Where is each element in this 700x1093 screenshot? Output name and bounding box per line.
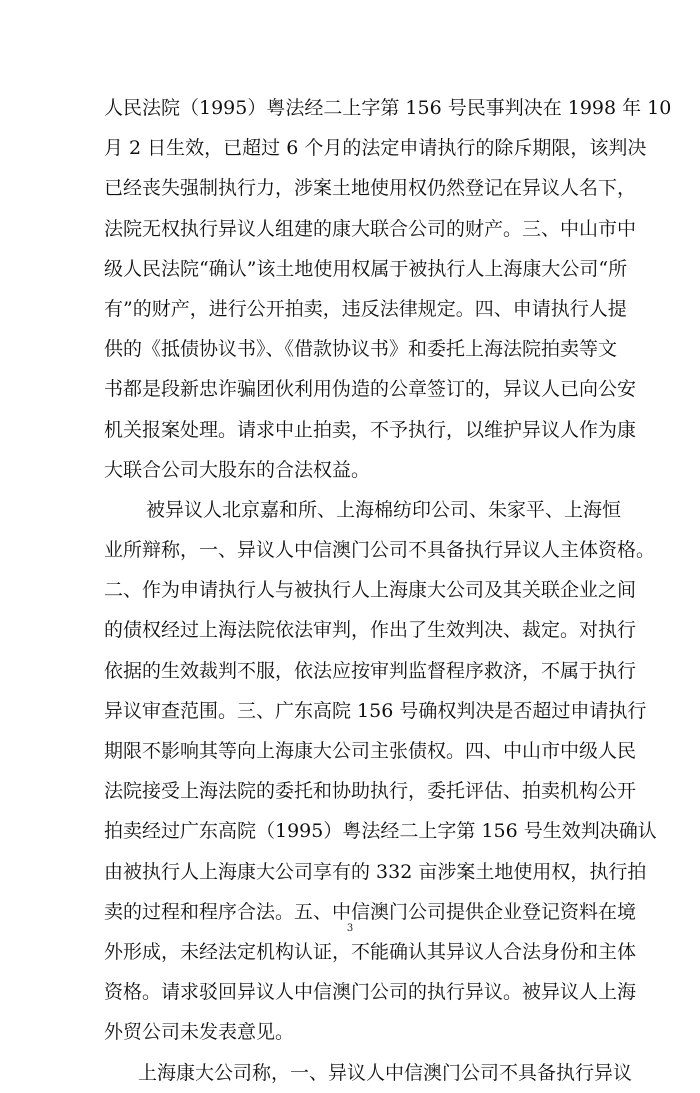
text-line: 卖的过程和程序合法。五、中信澳门公司提供企业登记资料在境 [104,900,637,923]
text-line: 人民法院（1995）粤法经二上字第 156 号民事判决在 1998 年 10 [104,97,672,119]
text-line: 供的《抵债协议书》、《借款协议书》和委托上海法院拍卖等文 [104,338,618,361]
text-line: 的债权经过上海法院依法审判，作出了生效判决、裁定。对执行 [104,619,637,642]
paragraph-first-line: 上海康大公司称，一、异议人中信澳门公司不具备执行异议 [138,1061,633,1084]
text-line: 有”的财产，进行公开拍卖，违反法律规定。四、申请执行人提 [104,297,627,320]
text-line: 大联合公司大股东的合法权益。 [104,458,371,481]
body-text [104,88,672,1093]
text-line: 法院接受上海法院的委托和协助执行，委托评估、拍卖机构公开 [104,780,637,803]
text-line: 期限不影响其等向上海康大公司主张债权。四、中山市中级人民 [104,740,637,762]
text-line: 拍卖经过广东高院（1995）粤法经二上字第 156 号生效判决确认 [104,820,657,843]
text-line: 资格。请求驳回异议人中信澳门公司的执行异议。被异议人上海 [104,981,637,1004]
page-number: 3 [346,923,354,934]
text-line: 法院无权执行异议人组建的康大联合公司的财产。三、中山市中 [104,217,637,240]
text-line: 由被执行人上海康大公司享有的 332 亩涉案土地使用权，执行拍 [104,860,647,883]
paragraph-first-line: 被异议人北京嘉和所、上海棉纺印公司、朱家平、上海恒 [146,498,622,521]
text-line: 月 2 日生效，已超过 6 个月的法定申请执行的除斥期限，该判决 [104,137,647,160]
text-line: 外形成，未经法定机构认证，不能确认其异议人合法身份和主体 [104,940,637,963]
text-line: 业所辩称，一、异议人中信澳门公司不具备执行异议人主体资格。 [104,539,656,562]
text-line: 级人民法院“确认”该土地使用权属于被执行人上海康大公司“所 [104,257,628,280]
text-line: 已经丧失强制执行力，涉案土地使用权仍然登记在异议人名下， [104,177,637,200]
text-line: 外贸公司未发表意见。 [104,1021,295,1044]
text-line: 依据的生效裁判不服，依法应按审判监督程序救济，不属于执行 [104,659,637,682]
text-line: 机关报案处理。请求中止拍卖，不予执行，以维护异议人作为康 [104,418,637,441]
text-line: 异议审查范围。三、广东高院 156 号确权判决是否超过申请执行 [104,699,647,722]
text-line: 书都是段新忠诈骗团伙利用伪造的公章签订的，异议人已向公安 [104,378,637,401]
text-line: 二、作为申请执行人与被执行人上海康大公司及其关联企业之间 [104,579,637,602]
